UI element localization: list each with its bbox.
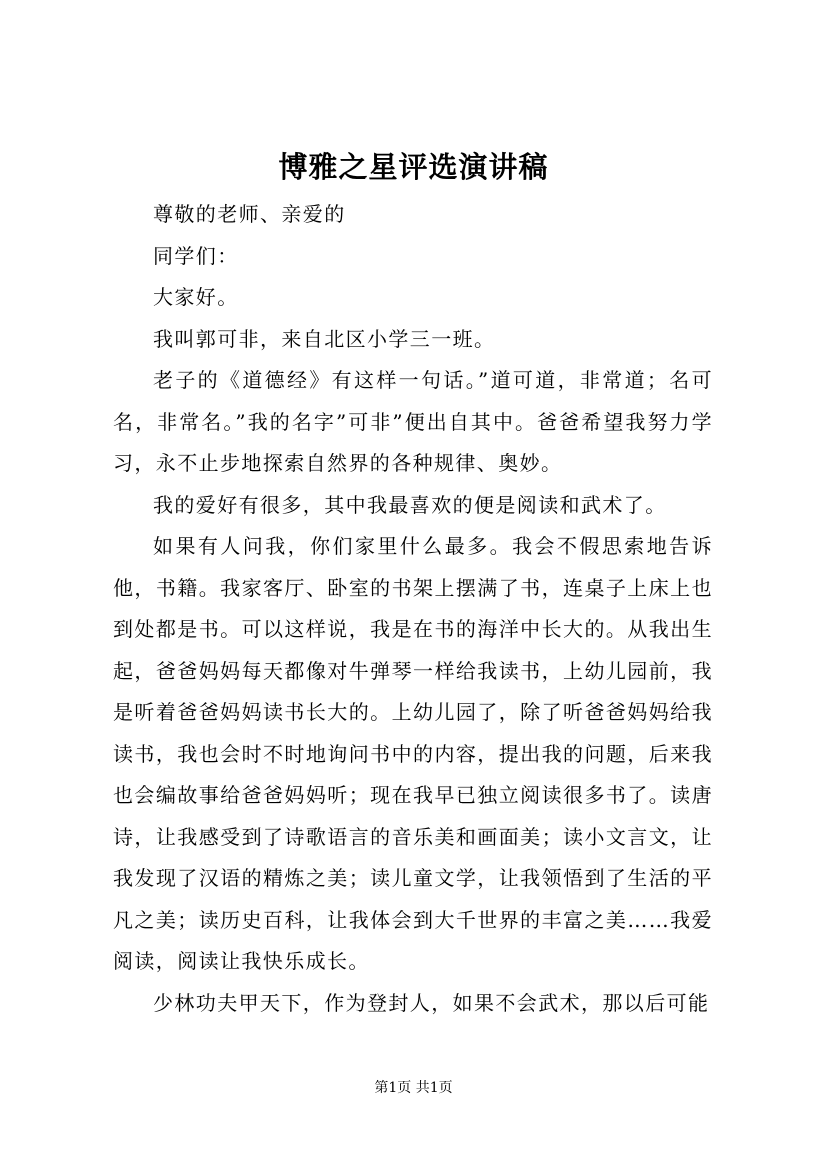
document-title: 博雅之星评选演讲稿 [278,150,549,184]
paragraph: 同学们： [153,243,239,268]
paragraph: 大家好。 [153,285,239,309]
document-body [113,194,713,1024]
paragraph: 如果有人问我，你们家里什么最多。我会不假思索地告诉他，书籍。我家客厅、卧室的书架上摆满了书，连桌子上床上也到处都是书。可以这样说，我是在书的海洋中长大的。从我出生起，爸爸妈妈每天都像对牛弹琴一样给我读书，上幼儿园前，我是听着爸爸妈妈读书长大的。上幼儿园了，除了听爸爸妈妈给我读书，我也会时不时地询问书中的内容，提出我的问题，后来我也会编故事给爸爸妈妈听；现在我早已独立阅读很多书了。读唐诗，让我感受到了诗歌语言的音乐美和画面美；读小文言文，让我发现了汉语的精炼之美；读儿童文学，让我领悟到了生活的平凡之美；读历史百科，让我体会到大千世界的丰富之美……我爱阅读，阅读让我快乐成长。 [113,534,713,973]
paragraph: 老子的《道德经》有这样一句话。”道可道，非常道；名可名，非常名。”我的名字”可非”便出自其中。爸爸希望我努力学习，永不止步地探索自然界的各种规律、奥妙。 [113,368,713,475]
paragraph: 我叫郭可非，来自北区小学三一班。 [153,326,496,351]
paragraph: 尊敬的老师、亲爱的 [153,202,346,226]
page-footer: 第1页 共1页 [374,1080,453,1096]
paragraph: 少林功夫甲天下，作为登封人，如果不会武术，那以后可能 [153,990,710,1015]
paragraph: 我的爱好有很多，其中我最喜欢的便是阅读和武术了。 [153,492,667,517]
